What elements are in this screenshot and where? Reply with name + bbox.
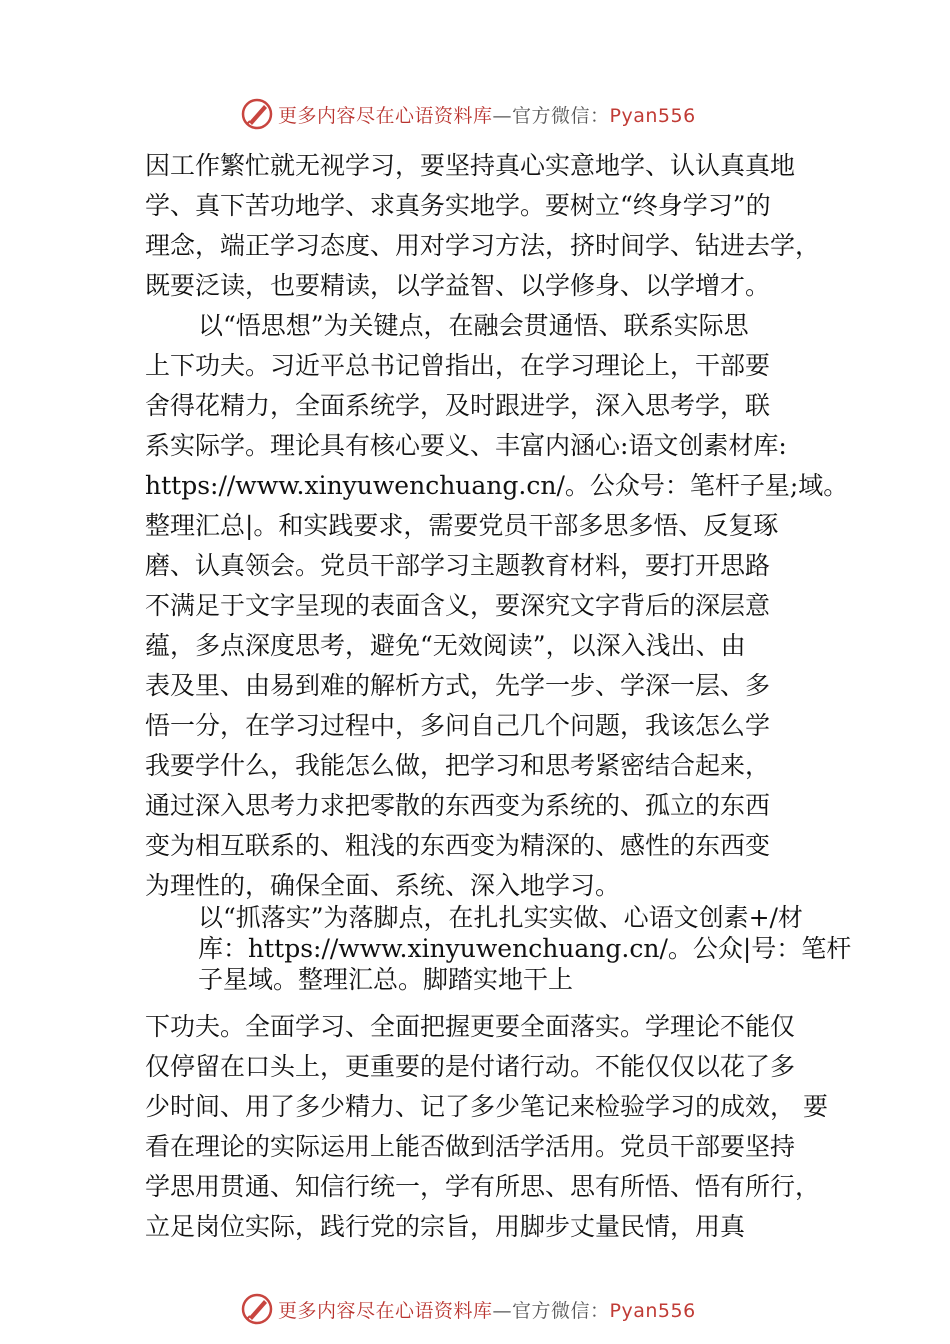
text-line: 学思用贯通、知信行统一，学有所思、思有所悟、悟有所行， [145,1172,821,1201]
text-line: 系实际学。理论具有核心要义、丰富内涵心:语文创素材库: [145,431,787,460]
banner-dash: — [492,104,513,127]
text-line: 变为相互联系的、粗浅的东西变为精深的、感性的东西变 [145,831,771,860]
text-line: 蕴，多点深度思考，避免“无效阅读”，以深入浅出、由 [145,631,746,660]
banner-wechat-id: Pyan556 [609,1299,696,1322]
text-line: 表及里、由易到难的解析方式，先学一步、学深一层、多 [145,671,771,700]
text-line: 因工作繁忙就无视学习，要坚持真心实意地学、认认真真地 [145,151,796,180]
text-line: 库：https://www.xinyuwenchuang.cn/。公众|号：笔杆 [198,934,852,963]
text-line: 悟一分，在学习过程中，多问自己几个问题，我该怎么学 [145,711,771,740]
text-line: 立足岗位实际，践行党的宗旨，用脚步丈量民情，用真 [145,1212,746,1241]
banner-prefix: 更多内容尽在心语资料库 [278,104,493,127]
banner-caption [278,101,696,128]
text-line: 上下功夫。习近平总书记曾指出，在学习理论上，干部要 [145,351,771,380]
banner-wechat-label: 官方微信： [512,1299,610,1322]
text-line: 我要学什么，我能怎么做，把学习和思考紧密结合起来， [145,751,771,780]
banner-prefix: 更多内容尽在心语资料库 [278,1299,493,1322]
text-line: 看在理论的实际运用上能否做到活学活用。党员干部要坚持 [145,1132,796,1161]
pen-logo-icon [240,97,274,131]
text-line: 为理性的，确保全面、系统、深入地学习。 [145,871,621,900]
body-text-block [145,146,849,906]
footer-banner [240,1291,760,1327]
text-line: 仅停留在口头上，更重要的是付诸行动。不能仅仅以花了多 [145,1052,796,1081]
text-line: 少时间、用了多少精力、记了多少笔记来检验学习的成效， 要 [145,1092,828,1121]
banner-dash: — [492,1299,513,1322]
text-line: 磨、认真领会。党员干部学习主题教育材料，要打开思路 [145,551,771,580]
text-line: 理念，端正学习态度、用对学习方法，挤时间学、钻进去学， [145,231,821,260]
text-line: 通过深入思考力求把零散的东西变为系统的、孤立的东西 [145,791,771,820]
pen-logo-icon [240,1292,274,1326]
body-text-block-continued [145,1007,835,1247]
banner-wechat-label: 官方微信： [512,104,610,127]
banner-caption [278,1296,696,1323]
text-line: 舍得花精力，全面系统学，及时跟进学，深入思考学，联 [145,391,771,420]
text-line: 以“悟思想”为关键点，在融会贯通悟、联系实际思 [198,311,749,340]
banner-wechat-id: Pyan556 [609,104,696,127]
text-line: 下功夫。全面学习、全面把握更要全面落实。学理论不能仅 [145,1012,796,1041]
text-line: 以“抓落实”为落脚点，在扎扎实实做、心语文创素+/材 [198,903,803,932]
text-line: 子星域。整理汇总。脚踏实地干上 [198,965,574,994]
text-line: 整理汇总|。和实践要求，需要党员干部多思多悟、反复琢 [145,511,779,540]
header-banner [240,96,760,132]
text-line: 不满足于文字呈现的表面含义，要深究文字背后的深层意 [145,591,771,620]
text-line: 学、真下苦功地学、求真务实地学。要树立“终身学习”的 [145,191,771,220]
text-line: https://www.xinyuwenchuang.cn/。公众号：笔杆子星;域。 [145,471,849,500]
indented-text-block [198,902,852,995]
text-line: 既要泛读，也要精读，以学益智、以学修身、以学增才。 [145,271,771,300]
